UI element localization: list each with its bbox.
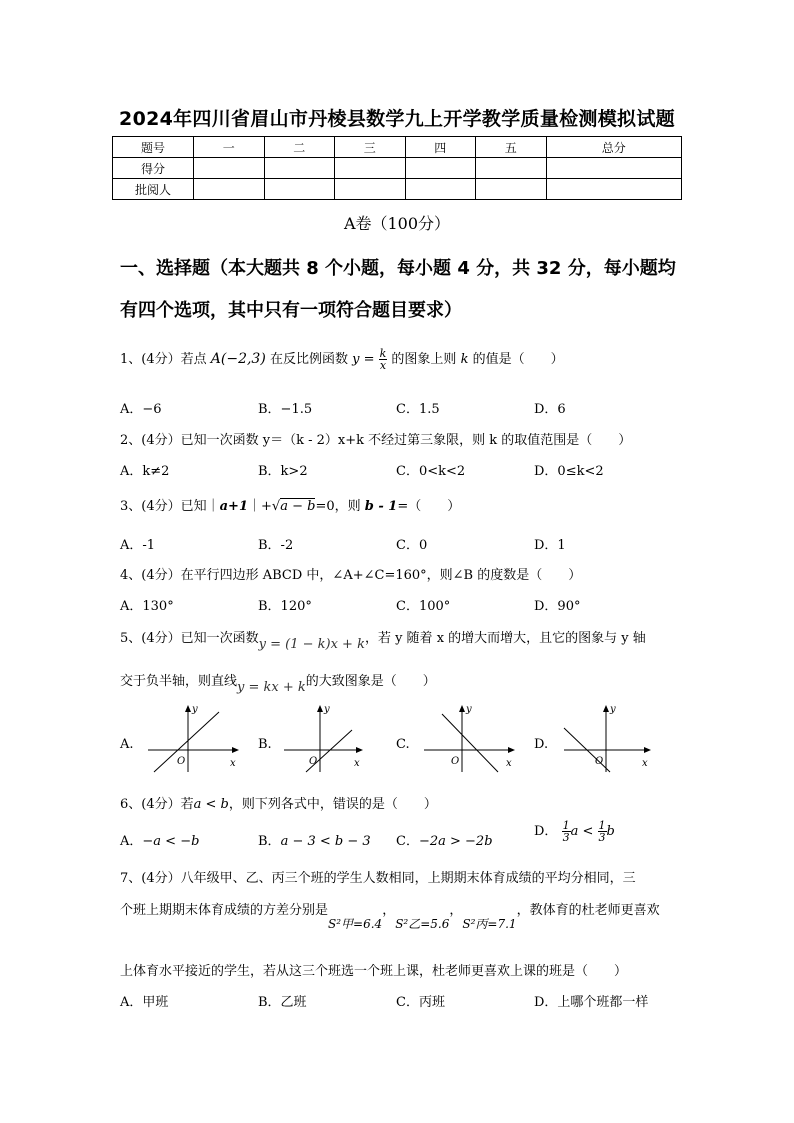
q5-line2-prefix: 交于负半轴，则直线 — [120, 674, 238, 689]
q1-frac-den: x — [379, 359, 387, 372]
q6-option-b — [258, 830, 371, 849]
table-cell — [264, 179, 335, 200]
score-table — [112, 136, 682, 200]
q5-graph-b — [280, 702, 380, 774]
section-a-title: A卷（100分） — [343, 214, 451, 233]
option-label: D． — [534, 824, 558, 839]
q7-var1: S²甲=6.4 — [328, 917, 383, 931]
q1-frac-num: k — [379, 347, 387, 360]
table-cell — [194, 179, 265, 200]
q6-option-d — [534, 820, 615, 843]
q7-var2: S²乙=5.6 — [395, 917, 450, 931]
q3-mid: ｜+ — [248, 499, 272, 514]
frac-num: 1 — [598, 819, 606, 832]
q4-option-d: D．90° — [534, 599, 581, 614]
origin-label: O — [309, 756, 318, 767]
question-7-line1: 7、(4分）八年级甲、乙、丙三个班的学生人数相同，上期期末体育成绩的平均分相同，三 — [120, 871, 636, 886]
table-cell — [194, 158, 265, 179]
q5-line1-end: ，若 y 随着 x 的增大而增大，且它的图象与 y 轴 — [364, 631, 646, 646]
table-cell — [546, 179, 682, 200]
q1-func-lhs: y = — [352, 352, 375, 367]
score-table-row — [113, 158, 682, 179]
q5-func2: y = kx + k — [237, 680, 306, 695]
option-expr: a − 3 < b − 3 — [280, 834, 371, 849]
exam-title: 2024年四川省眉山市丹棱县数学九上开学教学质量检测模拟试题 — [119, 108, 675, 130]
table-cell — [405, 179, 476, 200]
q7-option-d: D．上哪个班都一样 — [534, 995, 649, 1010]
part1-heading-line1: 一、选择题（本大题共 8 个小题，每小题 4 分，共 32 分，每小题均 — [120, 258, 676, 279]
axis-label: y — [192, 704, 198, 715]
q2-option-d: D．0≤k<2 — [534, 464, 604, 479]
q6-option-a — [120, 830, 199, 849]
q6-prefix: 6、(4分）若 — [120, 797, 194, 812]
q5-prefix: 5、(4分）已知一次函数 — [120, 631, 259, 646]
question-1 — [120, 348, 564, 371]
option-label: C． — [396, 834, 419, 849]
q1-k: k — [460, 352, 469, 367]
q1-fraction — [379, 348, 388, 371]
origin-label: O — [451, 756, 460, 767]
q3-prefix: 3、(4分）已知｜ — [120, 499, 220, 514]
frac-den: 3 — [562, 831, 570, 844]
axis-label: x — [230, 758, 236, 769]
table-cell: 四 — [405, 137, 476, 158]
score-table-header-row — [113, 137, 682, 158]
axis-label: y — [466, 704, 472, 715]
q5-graph-c — [420, 702, 520, 774]
fraction — [562, 820, 571, 843]
question-5-line1 — [120, 627, 646, 652]
q3-option-d: D．1 — [534, 538, 566, 553]
table-cell — [546, 158, 682, 179]
q7-option-b: B．乙班 — [258, 995, 307, 1010]
q2-option-c: C．0<k<2 — [396, 464, 466, 479]
q1-option-d: D．6 — [534, 402, 566, 417]
q4-option-a: A．130° — [120, 599, 174, 614]
q5-option-a-label: A. — [120, 737, 134, 752]
separator: ， — [382, 903, 396, 918]
q5-graph-d — [560, 702, 660, 774]
table-cell — [476, 158, 547, 179]
table-cell — [476, 179, 547, 200]
q3-end: =（ ） — [397, 499, 461, 514]
question-3 — [120, 495, 460, 514]
table-cell — [335, 179, 406, 200]
table-cell: 二 — [264, 137, 335, 158]
question-4: 4、(4分）在平行四边形 ABCD 中，∠A+∠C=160°，则∠B 的度数是（ ） — [120, 568, 582, 583]
option-label: A． — [120, 834, 143, 849]
q1-suffix: 的图象上则 — [391, 352, 457, 367]
option-label: B． — [258, 834, 281, 849]
q5-option-d-label: D. — [534, 737, 549, 752]
q1-end: 的值是（ ） — [472, 352, 564, 367]
question-2: 2、(4分）已知一次函数 y＝（k - 2）x+k 不经过第三象限，则 k 的取值范围是（ ） — [120, 433, 632, 448]
table-cell: 五 — [476, 137, 547, 158]
axis-label: x — [506, 758, 512, 769]
question-7-line2 — [120, 899, 660, 931]
q1-option-c: C．1.5 — [396, 402, 440, 417]
table-cell: 总分 — [546, 137, 682, 158]
question-7-line3: 上体育水平接近的学生，若从这三个班选一个班上课，杜老师更喜欢上课的班是（ ） — [120, 964, 628, 979]
option-expr: b — [606, 824, 615, 839]
q5-func1: y = (1 − k)x + k — [258, 637, 365, 652]
table-cell: 批阅人 — [113, 179, 194, 200]
option-expr: a < — [570, 824, 594, 839]
q7-option-c: C．丙班 — [396, 995, 445, 1010]
q7-line2-end: ，教体育的杜老师更喜欢 — [516, 903, 660, 918]
q7-var3: S²丙=7.1 — [462, 917, 517, 931]
q6-cond: a < b — [193, 797, 229, 812]
q3-sqrt-expr: a − b — [280, 499, 316, 514]
q5-graph-a — [144, 702, 244, 774]
q3-option-a: A．-1 — [120, 538, 156, 553]
fraction — [598, 820, 607, 843]
table-cell: 三 — [335, 137, 406, 158]
q1-prefix: 1、(4分）若点 — [120, 352, 207, 367]
q1-mid: 在反比例函数 — [269, 352, 348, 367]
table-cell — [405, 158, 476, 179]
q7-option-a: A．甲班 — [120, 995, 169, 1010]
origin-label: O — [177, 756, 186, 767]
origin-label: O — [595, 756, 604, 767]
table-cell: 一 — [194, 137, 265, 158]
question-6 — [120, 793, 437, 812]
q5-line2-end: 的大致图象是（ ） — [305, 674, 436, 689]
table-cell: 得分 — [113, 158, 194, 179]
q1-option-b: B．−1.5 — [258, 402, 313, 417]
score-table-row — [113, 179, 682, 200]
axis-label: x — [354, 758, 360, 769]
axis-label: y — [610, 704, 616, 715]
axis-label: x — [642, 758, 648, 769]
q2-option-b: B．k>2 — [258, 464, 308, 479]
q1-option-a: A．−6 — [120, 402, 162, 417]
q3-suffix: =0，则 — [315, 499, 361, 514]
part1-heading-line2: 有四个选项，其中只有一项符合题目要求） — [120, 300, 462, 321]
q6-option-c — [396, 830, 493, 849]
option-expr: −a < −b — [142, 834, 200, 849]
axis-label: y — [324, 704, 330, 715]
frac-num: 1 — [562, 819, 570, 832]
q4-option-b: B．120° — [258, 599, 312, 614]
q2-option-a: A．k≠2 — [120, 464, 170, 479]
q3-abs-expr: a+1 — [219, 499, 248, 514]
frac-den: 3 — [598, 831, 606, 844]
q3-option-c: C．0 — [396, 538, 428, 553]
table-cell — [264, 158, 335, 179]
q1-point: A(−2,3) — [210, 351, 266, 367]
q4-option-c: C．100° — [396, 599, 451, 614]
q3-b-expr: b - 1 — [364, 499, 398, 514]
q3-option-b: B．-2 — [258, 538, 294, 553]
sqrt-icon: √ — [271, 499, 281, 514]
separator: ， — [449, 903, 463, 918]
table-cell: 题号 — [113, 137, 194, 158]
q7-line2-prefix: 个班上期期末体育成绩的方差分别是 — [120, 903, 329, 918]
table-cell — [335, 158, 406, 179]
q6-end: ，则下列各式中，错误的是（ ） — [228, 797, 437, 812]
question-5-line2 — [120, 670, 436, 695]
q5-option-b-label: B. — [258, 737, 272, 752]
q5-option-c-label: C. — [396, 737, 410, 752]
option-expr: −2a > −2b — [418, 834, 493, 849]
